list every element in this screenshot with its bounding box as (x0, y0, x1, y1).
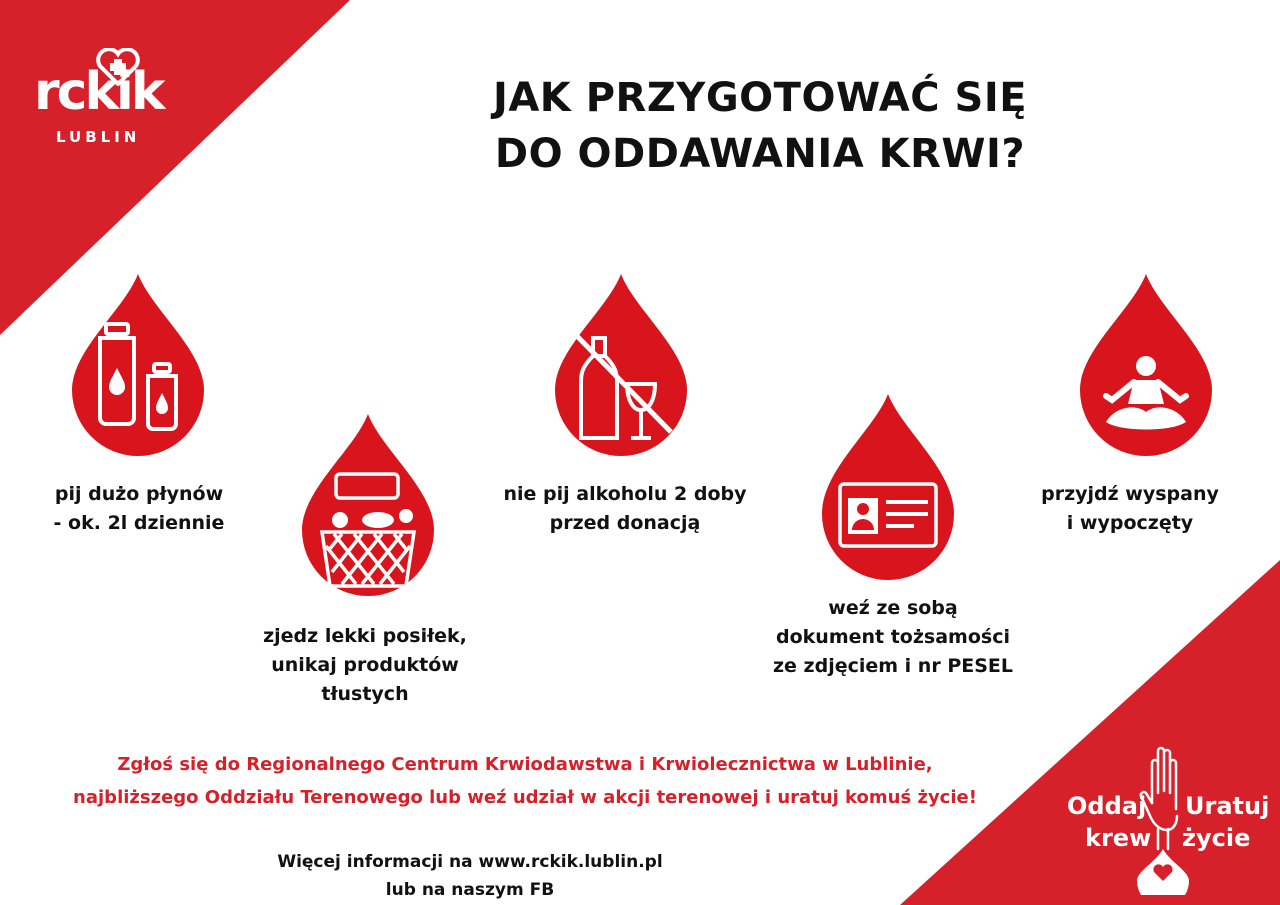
appeal-text (0, 748, 1050, 814)
rckik-logo[interactable] (30, 50, 180, 155)
drop-id-card (818, 392, 958, 582)
more-info-text (200, 848, 740, 904)
tip-id-line-1: weź ze sobą (828, 597, 958, 619)
campaign-oddaj: Oddaj (1067, 792, 1147, 820)
tip-meal-line-1: zjedz lekki posiłek, (263, 625, 467, 647)
drop-water-bottles (68, 272, 208, 457)
tip-id-line-2: dokument tożsamości (776, 626, 1010, 648)
more-info-line-1: Więcej informacji na www.rckik.lublin.pl (277, 852, 663, 872)
more-info-line-2: lub na naszym FB (385, 880, 555, 900)
title-line-1: JAK PRZYGOTOWAĆ SIĘ (492, 75, 1028, 121)
tip-fluids-line-1: pij dużo płynów (54, 483, 224, 505)
tip-fluids-line-2: - ok. 2l dziennie (53, 512, 225, 534)
tip-meal-line-3: tłustych (321, 683, 409, 705)
appeal-line-2: najbliższego Oddziału Terenowego lub weź udział w akcji terenowej i uratuj komuś życie! (73, 787, 977, 808)
tip-caption-rest (1035, 480, 1225, 538)
appeal-line-1: Zgłoś się do Regionalnego Centrum Krwiodawstwa i Krwiolecznictwa w Lublinie, (117, 754, 933, 775)
tip-meal-line-2: unikaj produktów (271, 654, 459, 676)
drop-food-basket (298, 412, 438, 597)
campaign-zycie: życie (1182, 824, 1251, 852)
drop-no-alcohol (551, 272, 691, 457)
tip-alcohol-line-1: nie pij alkoholu 2 doby (503, 483, 747, 505)
logo-city: LUBLIN (56, 128, 141, 146)
tip-caption-fluids (34, 480, 244, 538)
tip-id-line-3: ze zdjęciem i nr PESEL (772, 655, 1013, 677)
logo-name: rckik (34, 62, 163, 122)
tip-rest-line-2: i wypoczęty (1066, 512, 1194, 534)
page-title (380, 70, 1140, 182)
tip-caption-id (758, 594, 1028, 681)
tip-rest-line-1: przyjdź wyspany (1041, 483, 1219, 505)
tip-caption-meal (250, 622, 480, 709)
tip-alcohol-line-2: przed donacją (549, 512, 701, 534)
tip-caption-alcohol (480, 480, 770, 538)
campaign-krew: krew (1085, 824, 1152, 852)
title-line-2: DO ODDAWANIA KRWI? (494, 131, 1026, 177)
drop-meditation (1076, 272, 1216, 457)
campaign-uratuj: Uratuj (1185, 792, 1270, 820)
